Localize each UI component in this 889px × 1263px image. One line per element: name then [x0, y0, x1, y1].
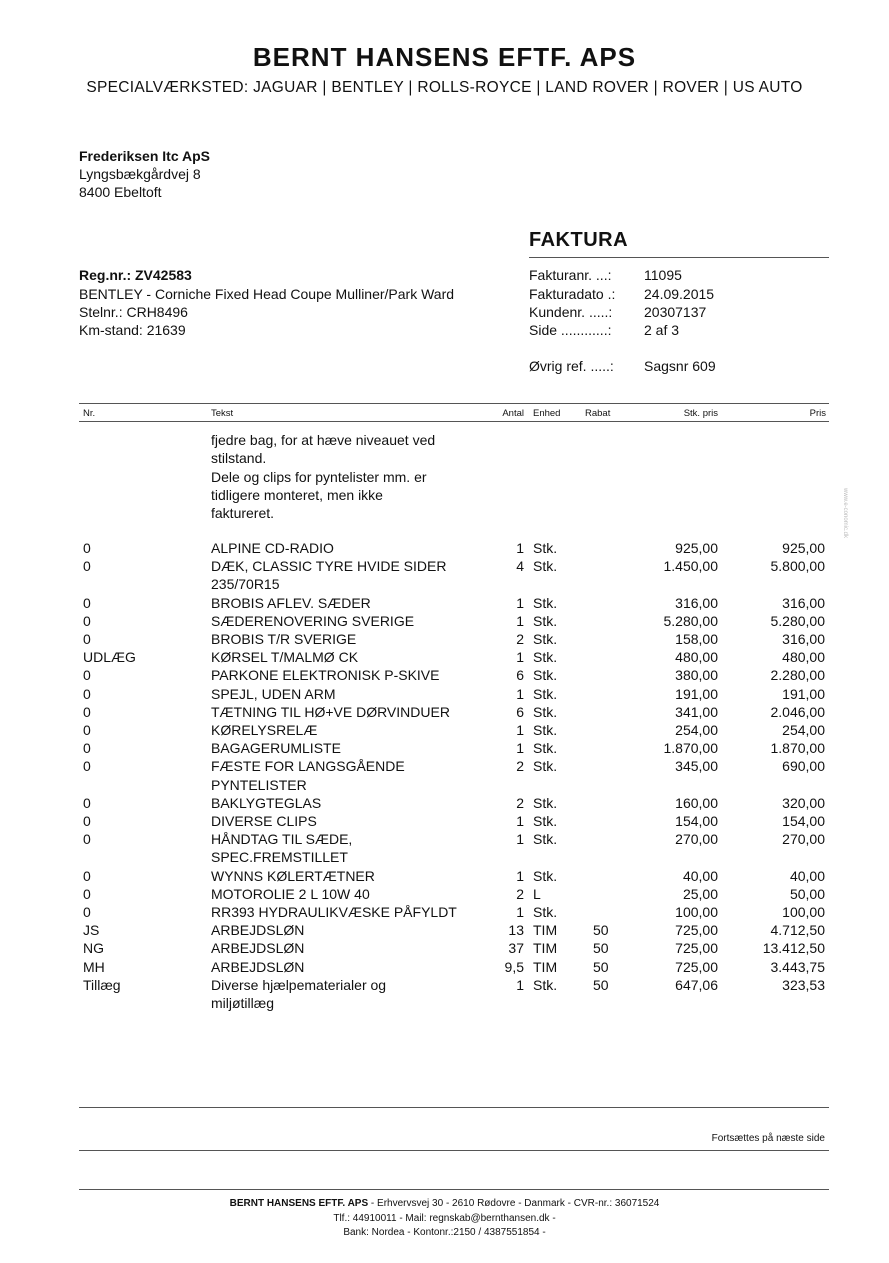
side-label: Side ............:	[529, 322, 612, 338]
note-line: fjedre bag, for at hæve niveauet ved	[211, 432, 436, 448]
line-unit-price: 725,00	[675, 958, 718, 975]
line-text: BROBIS T/R SVERIGE	[211, 631, 357, 647]
line-price: 154,00	[782, 813, 825, 829]
line-qty: 2	[516, 758, 524, 775]
line-unit: Stk.	[533, 867, 558, 884]
line-unit: Stk.	[533, 794, 558, 811]
line-price: 316,00	[782, 594, 825, 611]
line-unit: Stk.	[533, 631, 558, 647]
ref-value: Sagsnr 609	[644, 358, 716, 374]
line-price: 480,00	[782, 649, 825, 666]
line-text: ARBEJDSLØN	[211, 958, 305, 975]
line-unit-price: 925,00	[675, 540, 718, 556]
line-text: BAKLYGTEGLAS	[211, 794, 322, 811]
line-price: 5.800,00	[770, 558, 825, 575]
line-text: SÆDERENOVERING SVERIGE	[211, 612, 415, 629]
line-unit: TIM	[533, 940, 558, 957]
table-row	[0, 758, 889, 776]
note-line: tidligere monteret, men ikke	[211, 487, 383, 503]
ref-label: Øvrig ref. .....:	[529, 358, 614, 374]
line-nr: 0	[83, 813, 91, 829]
line-text: miljøtillæg	[211, 995, 274, 1011]
note-line: stilstand.	[211, 450, 267, 466]
line-text: BAGAGERUMLISTE	[211, 740, 341, 757]
col-header-pris: Pris	[809, 408, 826, 419]
line-nr: 0	[83, 558, 91, 575]
vehicle-stelnr: Stelnr.: CRH8496	[79, 304, 188, 320]
table-row	[0, 904, 889, 922]
kundenr-label: Kundenr. .....:	[529, 304, 613, 320]
line-rabat: 50	[593, 976, 609, 993]
line-qty: 9,5	[504, 958, 524, 975]
line-text: MOTOROLIE 2 L 10W 40	[211, 885, 370, 902]
table-row	[0, 558, 889, 576]
line-unit: Stk.	[533, 703, 558, 720]
line-text: BROBIS AFLEV. SÆDER	[211, 594, 371, 611]
invoice-title: FAKTURA	[529, 229, 629, 251]
line-unit-price: 191,00	[675, 685, 718, 702]
side-value: 2 af 3	[644, 322, 680, 338]
col-header-tekst: Tekst	[211, 408, 234, 419]
line-qty: 13	[508, 922, 524, 939]
table-row	[0, 868, 889, 886]
line-qty: 1	[516, 867, 524, 884]
line-qty: 1	[516, 740, 524, 757]
line-price: 2.280,00	[770, 667, 825, 684]
line-price: 690,00	[782, 758, 825, 775]
line-text: SPEJL, UDEN ARM	[211, 685, 336, 702]
line-text: HÅNDTAG TIL SÆDE,	[211, 831, 353, 848]
footer-company: BERNT HANSENS EFTF. APS	[229, 1198, 369, 1209]
line-unit-price: 154,00	[675, 813, 718, 829]
line-text: KØRELYSRELÆ	[211, 722, 318, 738]
line-nr: JS	[83, 922, 100, 939]
line-qty: 1	[516, 813, 524, 829]
footer-address: - Erhvervsvej 30 - 2610 Rødovre - Danmark - CVR-nr.: 36071524	[368, 1198, 660, 1209]
table-row	[0, 540, 889, 558]
table-row	[0, 977, 889, 995]
table-row	[0, 886, 889, 904]
col-header-nr: Nr.	[83, 408, 96, 419]
line-unit: TIM	[533, 922, 558, 939]
line-nr: 0	[83, 885, 91, 902]
line-unit: Stk.	[533, 722, 558, 738]
line-unit: Stk.	[533, 667, 558, 684]
line-text: 235/70R15	[211, 576, 280, 593]
line-unit-price: 1.450,00	[663, 558, 718, 575]
line-nr: 0	[83, 631, 91, 647]
line-qty: 1	[516, 612, 524, 629]
fakturadato-label: Fakturadato .:	[529, 286, 616, 302]
line-qty: 1	[516, 540, 524, 556]
line-unit-price: 1.870,00	[663, 740, 718, 757]
line-nr: 0	[83, 685, 91, 702]
line-unit: Stk.	[533, 740, 558, 757]
line-nr: 0	[83, 594, 91, 611]
line-nr: 0	[83, 703, 91, 720]
table-top-rule	[79, 403, 829, 404]
line-nr: 0	[83, 612, 91, 629]
line-qty: 1	[516, 831, 524, 848]
table-row	[0, 722, 889, 740]
col-header-stk-pris: Stk. pris	[683, 408, 718, 419]
table-bottom-rule	[79, 1107, 829, 1108]
line-unit-price: 5.280,00	[663, 612, 718, 629]
line-nr: 0	[83, 831, 91, 848]
line-unit-price: 725,00	[675, 922, 718, 939]
table-row	[0, 704, 889, 722]
note-line: faktureret.	[211, 505, 275, 521]
table-header-rule	[79, 421, 829, 422]
line-text: TÆTNING TIL HØ+VE DØRVINDUER	[211, 703, 450, 720]
table-row	[0, 649, 889, 667]
table-row	[0, 813, 889, 831]
fakturadato-value: 24.09.2015	[644, 286, 715, 302]
col-header-antal: Antal	[502, 408, 524, 419]
line-price: 3.443,75	[770, 958, 825, 975]
line-text: PYNTELISTER	[211, 776, 307, 793]
line-price: 5.280,00	[770, 612, 825, 629]
line-text: ALPINE CD-RADIO	[211, 540, 334, 556]
line-qty: 6	[516, 667, 524, 684]
line-unit: Stk.	[533, 976, 558, 993]
col-header-rabat: Rabat	[585, 408, 611, 419]
line-unit-price: 380,00	[675, 667, 718, 684]
line-nr: 0	[83, 540, 91, 556]
table-row	[0, 922, 889, 940]
line-rabat: 50	[593, 922, 609, 939]
table-row	[0, 940, 889, 958]
line-unit: Stk.	[533, 540, 558, 556]
line-nr: 0	[83, 740, 91, 757]
line-unit: L	[533, 885, 541, 902]
line-unit-price: 647,06	[675, 976, 718, 993]
vehicle-model: BENTLEY - Corniche Fixed Head Coupe Mulliner/Park Ward	[79, 286, 455, 302]
line-unit: TIM	[533, 958, 558, 975]
line-unit-price: 316,00	[675, 594, 718, 611]
line-qty: 2	[516, 631, 524, 647]
line-unit-price: 158,00	[675, 631, 718, 647]
company-name: BERNT HANSENS EFTF. APS	[252, 42, 637, 72]
line-text: PARKONE ELEKTRONISK P-SKIVE	[211, 667, 440, 684]
line-unit: Stk.	[533, 758, 558, 775]
table-row	[0, 959, 889, 977]
line-price: 191,00	[782, 685, 825, 702]
recipient-name: Frederiksen Itc ApS	[79, 148, 210, 164]
line-unit: Stk.	[533, 649, 558, 666]
line-nr: 0	[83, 722, 91, 738]
line-unit: Stk.	[533, 594, 558, 611]
table-row	[0, 740, 889, 758]
line-qty: 2	[516, 794, 524, 811]
footer-rule	[79, 1189, 829, 1190]
recipient-street: Lyngsbækgårdvej 8	[79, 166, 201, 182]
line-qty: 1	[516, 594, 524, 611]
line-unit-price: 341,00	[675, 703, 718, 720]
line-price: 50,00	[789, 885, 825, 902]
footer-line-3: Bank: Nordea - Kontonr.:2150 / 4387551854 -	[343, 1227, 546, 1238]
recipient-city: 8400 Ebeltoft	[79, 184, 162, 200]
line-price: 2.046,00	[770, 703, 825, 720]
note-line: Dele og clips for pyntelister mm. er	[211, 469, 427, 485]
line-unit: Stk.	[533, 904, 558, 920]
vehicle-reg: Reg.nr.: ZV42583	[79, 267, 192, 283]
line-qty: 1	[516, 649, 524, 666]
line-nr: 0	[83, 794, 91, 811]
table-row	[0, 631, 889, 649]
line-unit-price: 100,00	[675, 904, 718, 920]
line-text: KØRSEL T/MALMØ CK	[211, 649, 359, 666]
line-price: 1.870,00	[770, 740, 825, 757]
line-unit: Stk.	[533, 612, 558, 629]
line-text: ARBEJDSLØN	[211, 940, 305, 957]
line-rabat: 50	[593, 940, 609, 957]
continue-rule	[79, 1150, 829, 1151]
line-text: DIVERSE CLIPS	[211, 813, 317, 829]
line-price: 254,00	[782, 722, 825, 738]
line-qty: 2	[516, 885, 524, 902]
line-nr: MH	[83, 958, 105, 975]
title-divider	[529, 257, 829, 258]
table-row	[0, 576, 889, 594]
line-text: RR393 HYDRAULIKVÆSKE PÅFYLDT	[211, 904, 457, 920]
line-unit: Stk.	[533, 813, 558, 829]
line-qty: 1	[516, 976, 524, 993]
table-row	[0, 595, 889, 613]
line-nr: 0	[83, 904, 91, 920]
table-row	[0, 613, 889, 631]
line-unit-price: 25,00	[682, 885, 718, 902]
footer-line-1	[0, 1198, 889, 1209]
fakturanr-value: 11095	[644, 267, 682, 283]
table-row	[0, 849, 889, 867]
line-qty: 1	[516, 904, 524, 920]
line-unit-price: 160,00	[675, 794, 718, 811]
line-qty: 1	[516, 722, 524, 738]
line-unit-price: 254,00	[675, 722, 718, 738]
line-qty: 6	[516, 703, 524, 720]
vehicle-km: Km-stand: 21639	[79, 322, 186, 338]
continue-note: Fortsættes på næste side	[711, 1133, 825, 1144]
line-unit: Stk.	[533, 831, 558, 848]
line-text: ARBEJDSLØN	[211, 922, 305, 939]
line-price: 100,00	[782, 904, 825, 920]
col-header-enhed: Enhed	[533, 408, 561, 419]
line-text: Diverse hjælpematerialer og	[211, 976, 387, 993]
specialist-brands: SPECIALVÆRKSTED: JAGUAR | BENTLEY | ROLLS-ROYCE | LAND ROVER | ROVER | US AUTO	[86, 79, 803, 96]
line-price: 40,00	[789, 867, 825, 884]
line-unit-price: 270,00	[675, 831, 718, 848]
footer-line-2: Tlf.: 44910011 - Mail: regnskab@bernthansen.dk -	[333, 1213, 556, 1224]
line-rabat: 50	[593, 958, 609, 975]
line-price: 13.412,50	[762, 940, 825, 957]
line-price: 323,53	[782, 976, 825, 993]
line-price: 270,00	[782, 831, 825, 848]
line-qty: 1	[516, 685, 524, 702]
table-row	[0, 686, 889, 704]
line-unit-price: 345,00	[675, 758, 718, 775]
table-row	[0, 831, 889, 849]
table-row	[0, 667, 889, 685]
line-nr: 0	[83, 667, 91, 684]
line-unit: Stk.	[533, 685, 558, 702]
line-nr: NG	[83, 940, 104, 957]
line-unit-price: 480,00	[675, 649, 718, 666]
line-text: WYNNS KØLERTÆTNER	[211, 867, 375, 884]
table-row	[0, 777, 889, 795]
side-watermark: www.e-conomic.dk	[842, 488, 848, 539]
line-price: 925,00	[782, 540, 825, 556]
fakturanr-label: Fakturanr. ...:	[529, 267, 612, 283]
line-text: DÆK, CLASSIC TYRE HVIDE SIDER	[211, 558, 447, 575]
line-qty: 37	[508, 940, 524, 957]
line-nr: 0	[83, 867, 91, 884]
line-price: 4.712,50	[770, 922, 825, 939]
table-row	[0, 795, 889, 813]
line-unit-price: 40,00	[682, 867, 718, 884]
kundenr-value: 20307137	[644, 304, 707, 320]
line-unit: Stk.	[533, 558, 558, 575]
line-text: SPEC.FREMSTILLET	[211, 849, 348, 866]
line-nr: Tillæg	[83, 976, 121, 993]
line-text: FÆSTE FOR LANGSGÅENDE	[211, 758, 405, 775]
table-row	[0, 995, 889, 1013]
line-qty: 4	[516, 558, 524, 575]
line-price: 320,00	[782, 794, 825, 811]
line-nr: 0	[83, 758, 91, 775]
line-price: 316,00	[782, 631, 825, 647]
line-unit-price: 725,00	[675, 940, 718, 957]
line-nr: UDLÆG	[83, 649, 136, 666]
